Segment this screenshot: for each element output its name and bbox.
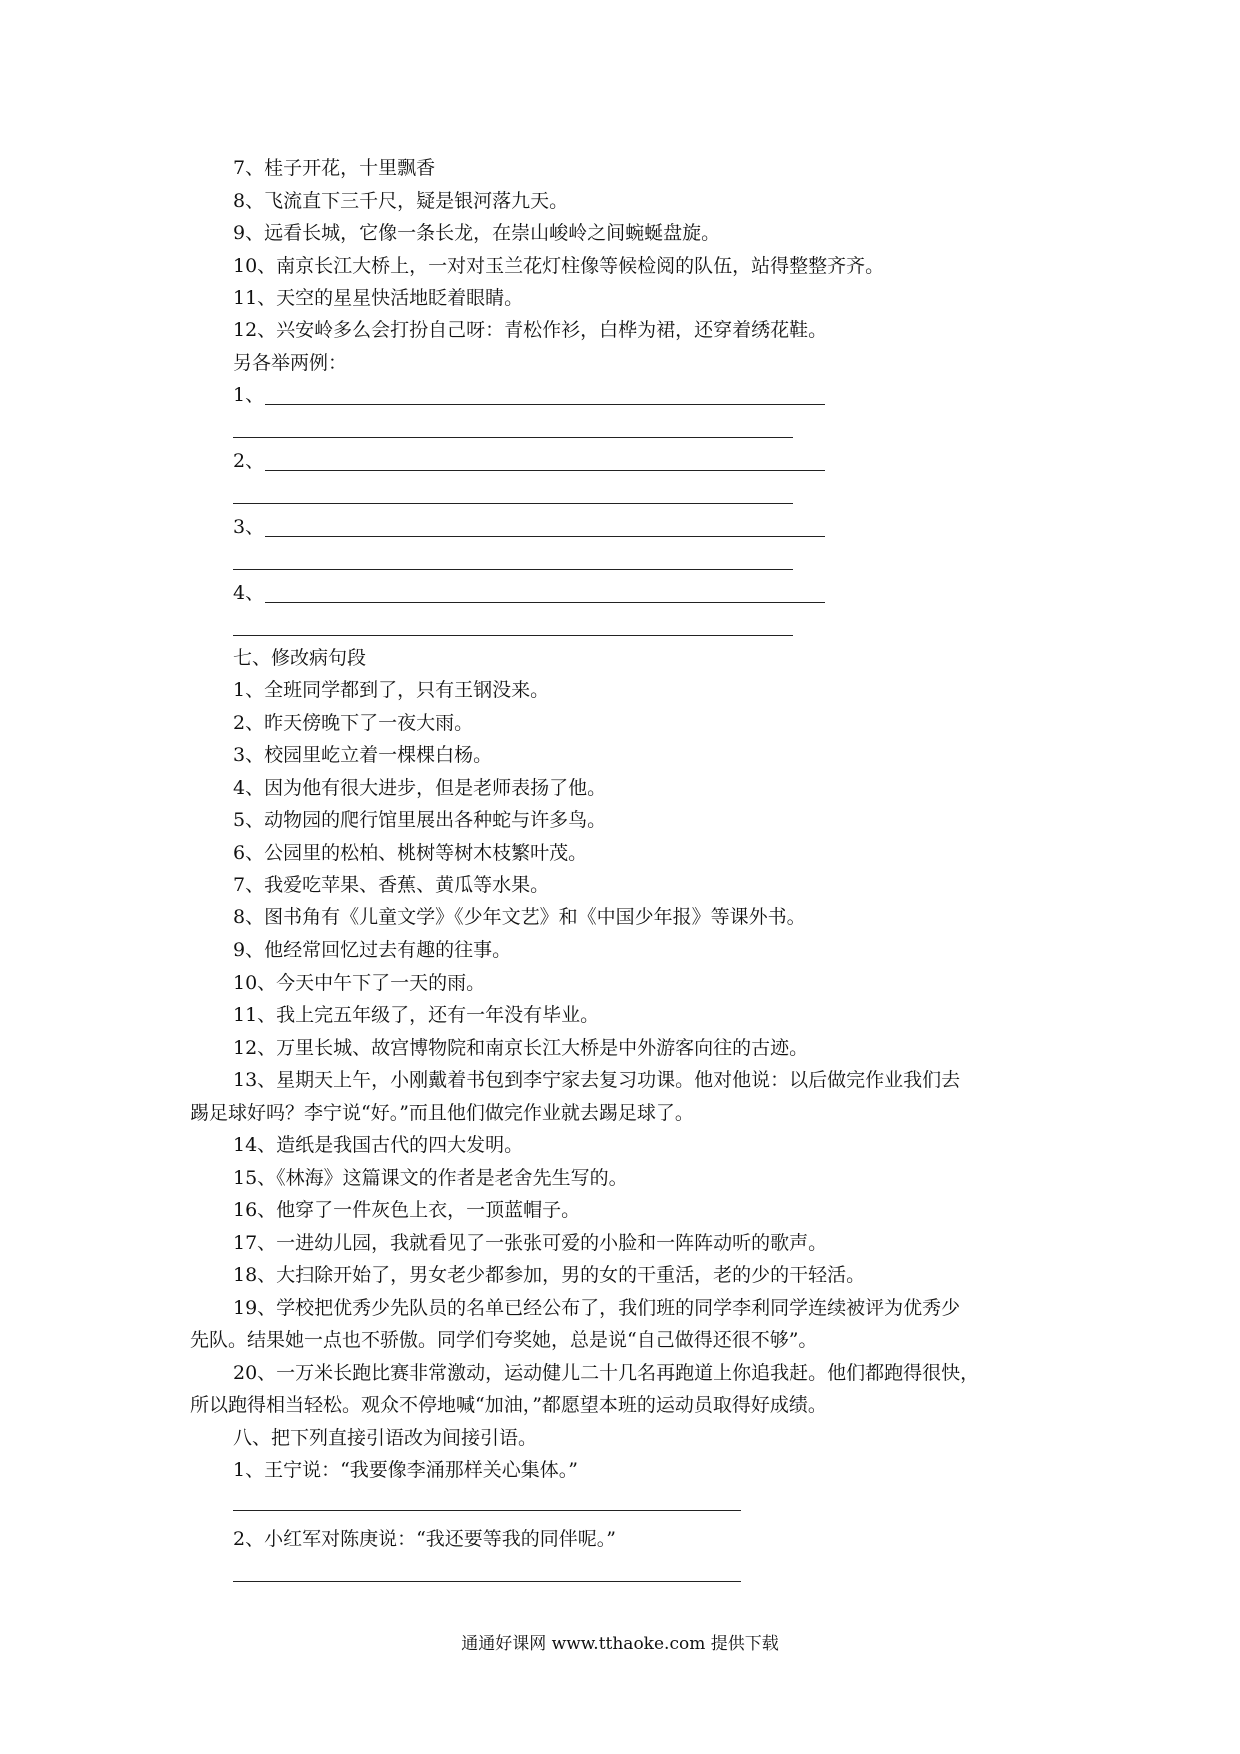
s7-item: 6、公园里的松柏、桃树等树木枝繁叶茂。 xyxy=(233,842,588,864)
s6-item-12: 12、兴安岭多么会打扮自己呀：青松作衫，白桦为裙，还穿着绣花鞋。 xyxy=(233,319,828,341)
answer-line xyxy=(233,1510,741,1511)
blank-number-4: 4、 xyxy=(233,582,265,604)
s7-item-19-line-2: 先队。结果她一点也不骄傲。同学们夸奖她，总是说“自己做得还很不够”。 xyxy=(190,1329,818,1351)
s6-prompt: 另各举两例： xyxy=(233,352,348,374)
answer-line xyxy=(233,503,793,504)
s7-item: 9、他经常回忆过去有趣的往事。 xyxy=(233,939,512,961)
s7-item-20-line-1: 20、一万米长跑比赛非常激动，运动健儿二十几名再跑道上你追我赶。他们都跑得很快， xyxy=(233,1362,980,1384)
s7-item-13-line-1: 13、星期天上午，小刚戴着书包到李宁家去复习功课。他对他说：以后做完作业我们去 xyxy=(233,1069,961,1091)
s7-item: 16、他穿了一件灰色上衣，一顶蓝帽子。 xyxy=(233,1199,581,1221)
answer-line xyxy=(265,470,825,471)
answer-line xyxy=(233,635,793,636)
answer-line xyxy=(265,536,825,537)
s7-item: 18、大扫除开始了，男女老少都参加，男的女的干重活，老的少的干轻活。 xyxy=(233,1264,866,1286)
s7-item: 2、昨天傍晚下了一夜大雨。 xyxy=(233,712,474,734)
s7-item: 10、今天中午下了一天的雨。 xyxy=(233,972,486,994)
s7-item: 3、校园里屹立着一棵棵白杨。 xyxy=(233,744,493,766)
page-footer: 通通好课网 www.tthaoke.com 提供下载 xyxy=(461,1634,779,1654)
answer-line xyxy=(233,569,793,570)
s7-item: 4、因为他有很大进步，但是老师表扬了他。 xyxy=(233,777,607,799)
answer-line xyxy=(233,1581,741,1582)
answer-line xyxy=(265,404,825,405)
s7-item-13-line-2: 踢足球好吗？李宁说“好。”而且他们做完作业就去踢足球了。 xyxy=(190,1102,694,1124)
answer-line xyxy=(233,437,793,438)
section-8-title: 八、把下列直接引语改为间接引语。 xyxy=(233,1427,538,1449)
s6-item-9: 9、远看长城，它像一条长龙，在崇山峻岭之间蜿蜒盘旋。 xyxy=(233,222,721,244)
s7-item: 7、我爱吃苹果、香蕉、黄瓜等水果。 xyxy=(233,874,550,896)
s7-item: 11、我上完五年级了，还有一年没有毕业。 xyxy=(233,1004,600,1026)
s8-item-2: 2、小红军对陈庚说：“我还要等我的同伴呢。” xyxy=(233,1528,617,1550)
s7-item: 12、万里长城、故宫博物院和南京长江大桥是中外游客向往的古迹。 xyxy=(233,1037,809,1059)
blank-number-2: 2、 xyxy=(233,450,265,472)
s6-item-10: 10、南京长江大桥上，一对对玉兰花灯柱像等候检阅的队伍，站得整整齐齐。 xyxy=(233,255,885,277)
s7-item: 5、动物园的爬行馆里展出各种蛇与许多鸟。 xyxy=(233,809,607,831)
blank-number-3: 3、 xyxy=(233,516,265,538)
blank-number-1: 1、 xyxy=(233,384,265,406)
s7-item: 8、图书角有《儿童文学》《少年文艺》和《中国少年报》等课外书。 xyxy=(233,906,806,928)
s7-item-19-line-1: 19、学校把优秀少先队员的名单已经公布了，我们班的同学李利同学连续被评为优秀少 xyxy=(233,1297,961,1319)
s6-item-11: 11、天空的星星快活地眨着眼睛。 xyxy=(233,287,524,309)
answer-line xyxy=(265,602,825,603)
s8-item-1: 1、王宁说：“我要像李涌那样关心集体。” xyxy=(233,1459,579,1481)
s7-item-20-line-2: 所以跑得相当轻松。观众不停地喊“加油，”都愿望本班的运动员取得好成绩。 xyxy=(190,1394,827,1416)
s7-item: 17、一进幼儿园，我就看见了一张张可爱的小脸和一阵阵动听的歌声。 xyxy=(233,1232,828,1254)
s7-item: 14、造纸是我国古代的四大发明。 xyxy=(233,1134,524,1156)
s7-item: 1、全班同学都到了，只有王钢没来。 xyxy=(233,679,550,701)
section-7-title: 七、修改病句段 xyxy=(233,647,367,669)
s7-item: 15、《林海》这篇课文的作者是老舍先生写的。 xyxy=(233,1167,628,1189)
s6-item-8: 8、飞流直下三千尺，疑是银河落九天。 xyxy=(233,190,569,212)
s6-item-7: 7、桂子开花，十里飘香 xyxy=(233,157,436,179)
